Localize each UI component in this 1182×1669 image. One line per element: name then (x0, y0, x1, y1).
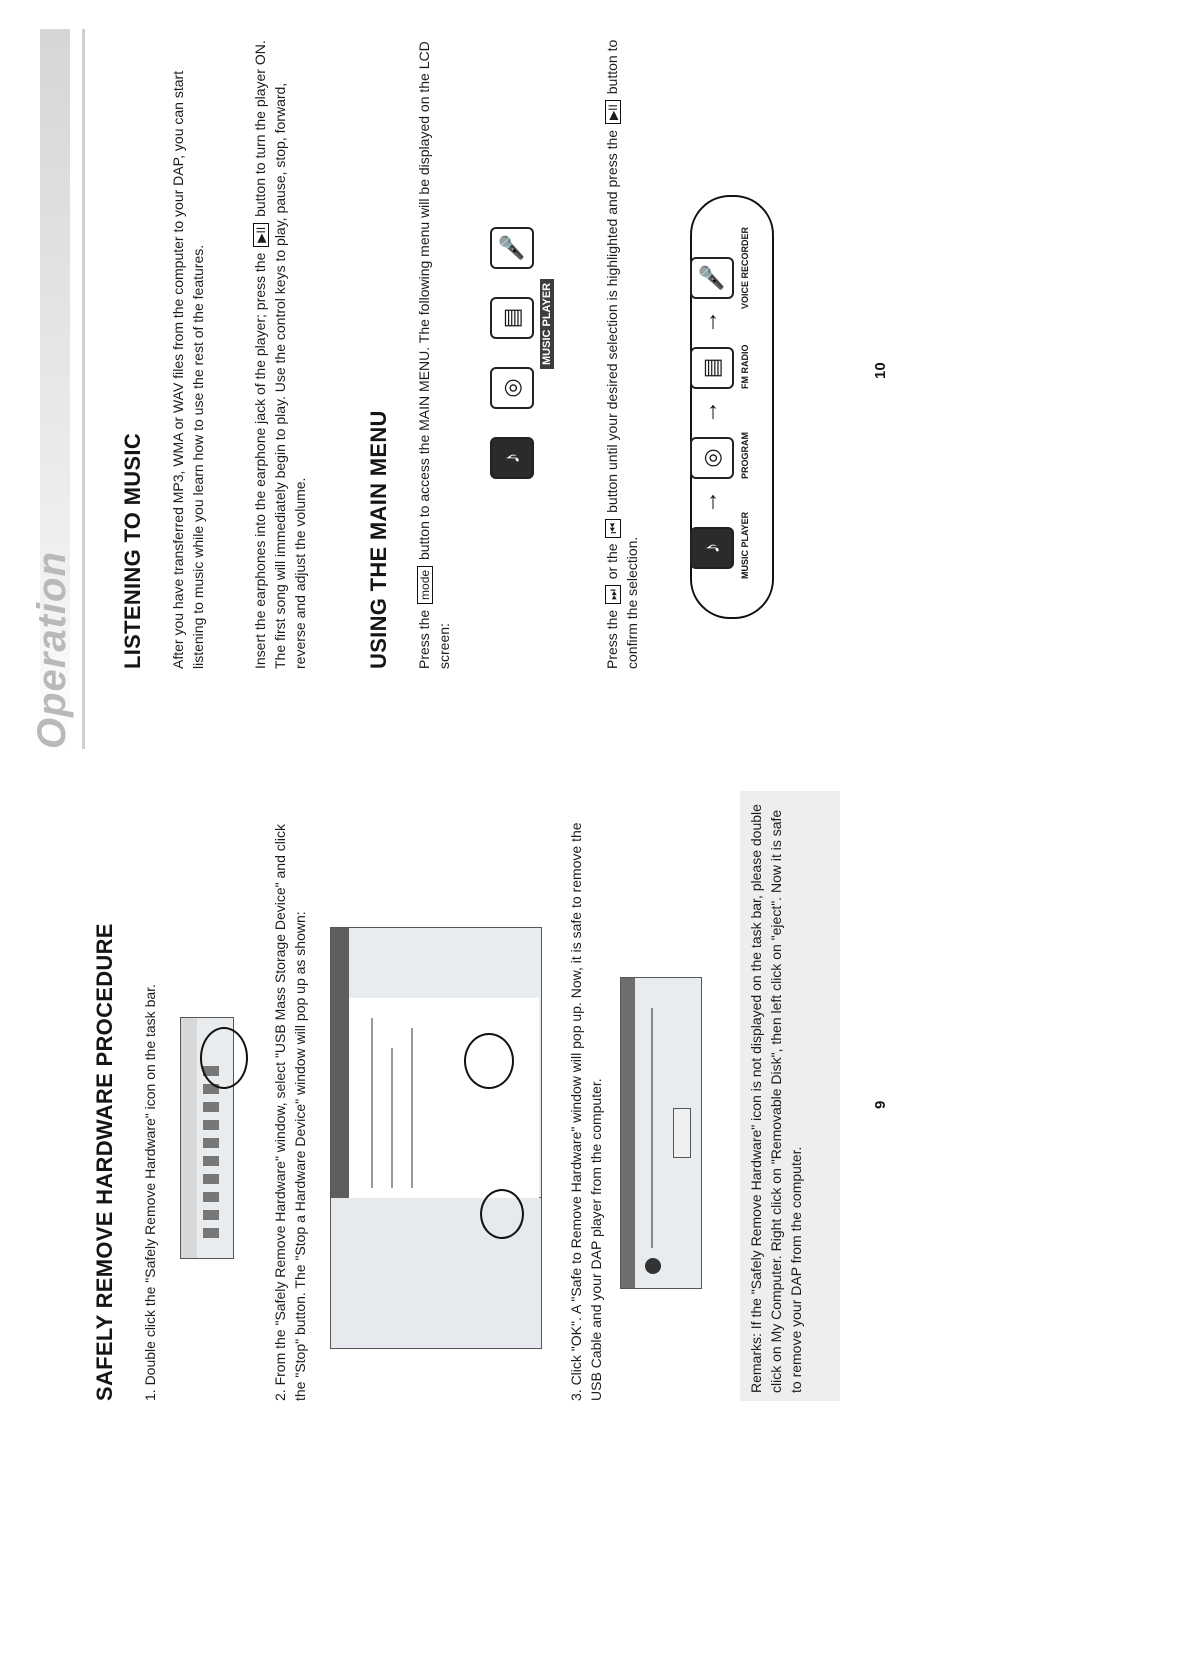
music-note-icon: ♪ (490, 437, 534, 479)
section-main-menu-title: USING THE MAIN MENU (366, 410, 391, 669)
menu-voice-recorder-icon: 🎤 (690, 257, 734, 299)
arrow-icon: → (696, 310, 723, 334)
section-listening-p2: Insert the earphones into the earphone jack of the player; press the ▶II button to turn the player ON. The first song will immediately begin to play. Use the control keys to play, pause, stop, forward, reverse and adjust the volume. (252, 40, 308, 669)
page-number-right: 10 (872, 362, 889, 379)
operation-title: Operation (30, 551, 74, 749)
menu-caption-program: PROGRAM (740, 432, 750, 479)
highlight-ellipse (200, 1027, 248, 1089)
fm-radio-icon: ▤ (490, 297, 534, 339)
step-3-text: 3. Click "OK". A "Safe to Remove Hardware" window will pop up. Now, it is safe to remove the USB Cable and your DAP player from the computer. (568, 822, 604, 1401)
remarks-text: Remarks: If the "Safely Remove Hardware" icon is not displayed on the task bar, please double click on My Computer. Right click on "Removable Disk", then left click on "eject". Now it is safe to remove your DAP from the computer. (748, 804, 804, 1393)
prev-key: ⏮ (605, 519, 621, 538)
play-pause-key-2: ▶II (605, 100, 621, 124)
microphone-icon: 🎤 (490, 227, 534, 269)
menu-program-icon: ◎ (690, 437, 734, 479)
arrow-icon: → (696, 490, 723, 514)
menu-caption-voice: VOICE RECORDER (740, 226, 750, 309)
remarks-box (740, 791, 840, 1401)
next-key: ⏭ (605, 585, 621, 604)
safely-remove-window-screenshot (330, 927, 542, 1349)
arrow-icon: → (696, 400, 723, 424)
step-2-text: 2. From the "Safely Remove Hardware" window, select "USB Mass Storage Device" and click the "Stop" button. The "Stop a Hardware Device" window will pop up as shown: (272, 824, 308, 1401)
menu-caption-music: MUSIC PLAYER (740, 511, 750, 579)
stop-button-ellipse (464, 1033, 514, 1089)
lcd-highlight-label: MUSIC PLAYER (540, 279, 554, 369)
menu-caption-fm: FM RADIO (740, 344, 750, 389)
program-icon: ◎ (490, 367, 534, 409)
mode-key: mode (417, 566, 433, 604)
ok-button-ellipse (480, 1189, 524, 1239)
menu-fm-radio-icon: ▤ (690, 347, 734, 389)
section-listening-p1: After you have transferred MP3, WMA or WAV files from the computer to your DAP, you can start listening to music while you learn how to use the rest of the features. (170, 70, 206, 669)
safe-to-remove-popup (620, 977, 702, 1289)
page-number-left: 9 (872, 1100, 889, 1109)
section-main-menu-p2: Press the ⏭ or the ⏮ button until your desired selection is highlighted and press the ▶II button to confirm the selection. (604, 39, 640, 669)
step-1-text: 1. Double click the "Safely Remove Hardware" icon on the task bar. (142, 984, 158, 1401)
play-pause-key: ▶II (253, 223, 269, 247)
operation-rule (82, 29, 85, 749)
section-main-menu-p1: Press the mode button to access the MAIN MENU. The following menu will be displayed on the LCD screen: (416, 41, 452, 669)
section-listening-title: LISTENING TO MUSIC (120, 432, 145, 669)
left-page-title: SAFELY REMOVE HARDWARE PROCEDURE (92, 923, 117, 1401)
menu-music-icon: ♪ (690, 527, 734, 569)
